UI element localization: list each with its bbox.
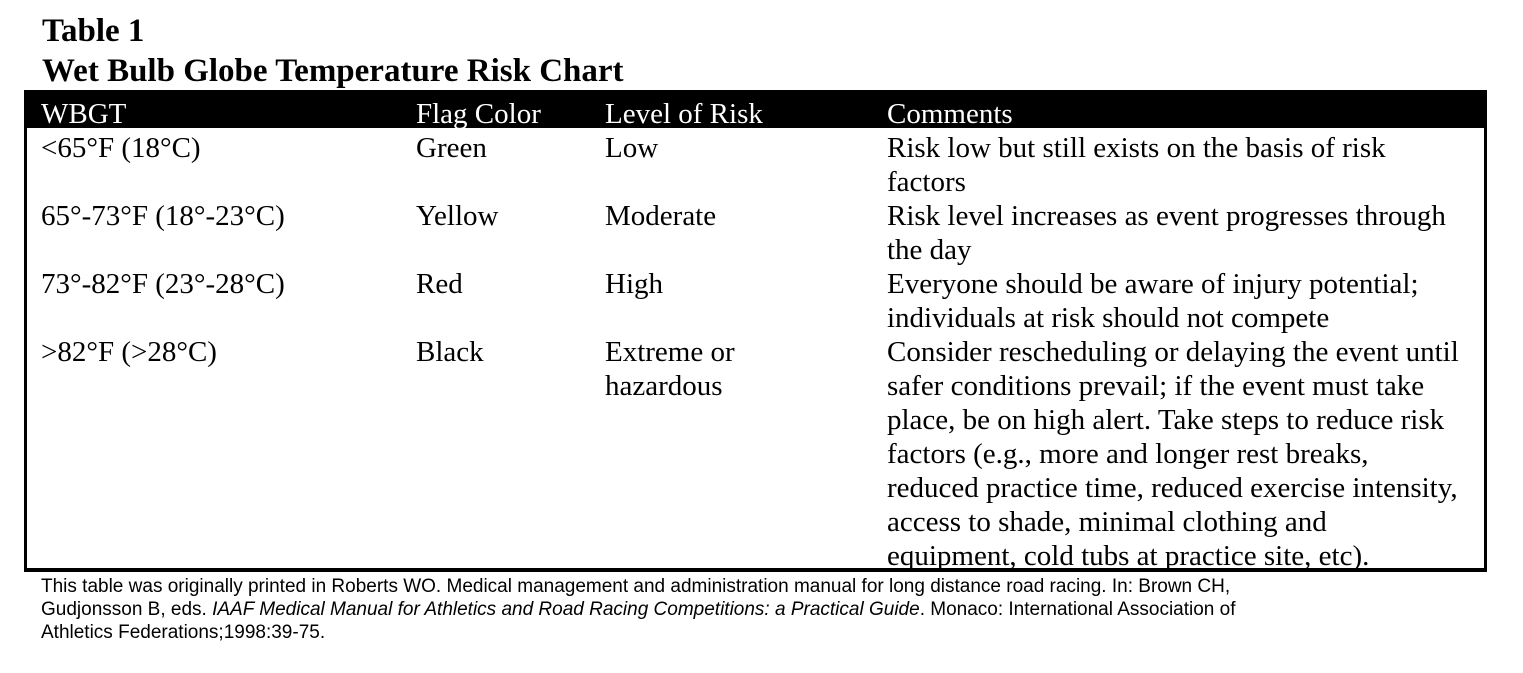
table-header-row (27, 93, 1484, 128)
risk-table (24, 90, 1487, 572)
table-title: Wet Bulb Globe Temperature Risk Chart (42, 53, 624, 89)
flag-color-cell: Black (416, 336, 484, 368)
risk-level-cell: Moderate (605, 200, 717, 232)
risk-level-cell: Extreme or hazardous (605, 336, 735, 402)
risk-level-cell: Low (605, 132, 659, 164)
comments-cell: Risk level increases as event progresses through the day (887, 200, 1446, 266)
flag-color-cell: Green (416, 132, 487, 164)
flag-color-cell: Red (416, 268, 463, 300)
source-note-line: This table was originally printed in Roberts WO. Medical management and administration manual for long distance road racing. In: Brown CH, (41, 576, 1231, 597)
source-note-line: Athletics Federations;1998:39-75. (41, 622, 326, 643)
source-note-text: . Monaco: International Association of (919, 599, 1236, 620)
comments-cell: Everyone should be aware of injury potential; individuals at risk should not compete (887, 268, 1419, 334)
table-label: Table 1 (42, 13, 145, 49)
column-header-comments: Comments (887, 98, 1013, 130)
source-book-title: IAAF Medical Manual for Athletics and Road Racing Competitions: a Practical Guide (212, 599, 920, 620)
wbgt-cell: 73°-82°F (23°-28°C) (41, 268, 285, 300)
column-header-level-of-risk: Level of Risk (605, 98, 763, 130)
column-header-wbgt: WBGT (41, 98, 127, 130)
wbgt-cell: 65°-73°F (18°-23°C) (41, 200, 285, 232)
source-note (41, 575, 1441, 644)
comments-cell: Risk low but still exists on the basis of risk factors (887, 132, 1386, 198)
flag-color-cell: Yellow (416, 200, 499, 232)
wbgt-cell: >82°F (>28°C) (41, 336, 217, 368)
wbgt-cell: <65°F (18°C) (41, 132, 201, 164)
comments-cell: Consider rescheduling or delaying the event until safer conditions prevail; if the event must take place, be on high alert. Take steps to reduce risk factors (e.g., more and longer rest breaks, reduced practice time, reduced exercise intensity, access to shade, minimal clothing and equipment, cold tubs at practice site, etc). (887, 336, 1459, 572)
column-header-flag-color: Flag Color (416, 98, 541, 130)
risk-level-cell: High (605, 268, 663, 300)
source-note-text: Gudjonsson B, eds. (41, 599, 213, 620)
source-note-line (41, 598, 1441, 621)
